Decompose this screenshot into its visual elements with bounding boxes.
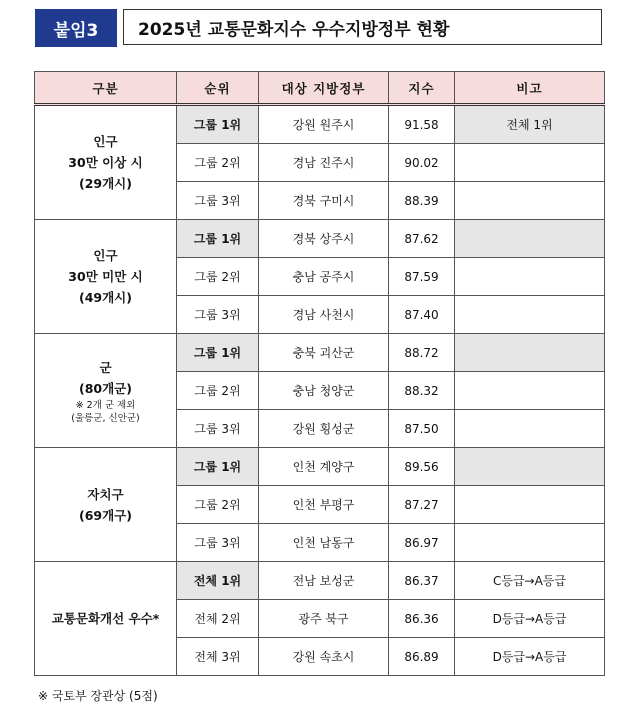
region-cell: 경북 구미시 bbox=[259, 182, 389, 220]
rank-cell: 그룹 1위 bbox=[177, 448, 259, 486]
score-cell: 87.50 bbox=[389, 410, 455, 448]
table-row bbox=[35, 562, 605, 600]
table-row bbox=[35, 220, 605, 258]
remark-cell bbox=[455, 220, 605, 258]
remark-cell bbox=[455, 258, 605, 296]
score-cell: 90.02 bbox=[389, 144, 455, 182]
rank-cell: 그룹 3위 bbox=[177, 524, 259, 562]
region-cell: 충남 청양군 bbox=[259, 372, 389, 410]
group-label-line: 30만 미만 시 bbox=[68, 269, 143, 284]
column-header-score: 지수 bbox=[389, 72, 455, 105]
remark-cell bbox=[455, 524, 605, 562]
group-label-line: (29개시) bbox=[79, 176, 132, 191]
group-label-line: 자치구 bbox=[87, 486, 124, 502]
column-header-remark: 비고 bbox=[455, 72, 605, 105]
score-cell: 87.62 bbox=[389, 220, 455, 258]
region-cell: 경북 상주시 bbox=[259, 220, 389, 258]
region-cell: 충남 공주시 bbox=[259, 258, 389, 296]
rank-cell: 그룹 2위 bbox=[177, 144, 259, 182]
table-header-row bbox=[35, 72, 605, 105]
score-cell: 86.97 bbox=[389, 524, 455, 562]
region-cell: 강원 원주시 bbox=[259, 105, 389, 144]
column-header-rank: 순위 bbox=[177, 72, 259, 105]
rank-cell: 그룹 3위 bbox=[177, 410, 259, 448]
table-body bbox=[35, 105, 605, 676]
attachment-tag: 붙임3 bbox=[35, 9, 117, 47]
rank-cell: 그룹 2위 bbox=[177, 486, 259, 524]
region-cell: 인천 계양구 bbox=[259, 448, 389, 486]
region-cell: 인천 부평구 bbox=[259, 486, 389, 524]
rank-cell: 그룹 2위 bbox=[177, 258, 259, 296]
group-label bbox=[35, 220, 177, 334]
remark-cell: D등급→A등급 bbox=[455, 600, 605, 638]
table-row bbox=[35, 448, 605, 486]
group-label-line: (49개시) bbox=[79, 290, 132, 305]
remark-cell bbox=[455, 144, 605, 182]
rank-cell: 그룹 2위 bbox=[177, 372, 259, 410]
region-cell: 강원 속초시 bbox=[259, 638, 389, 676]
score-cell: 87.27 bbox=[389, 486, 455, 524]
column-header-category: 구분 bbox=[35, 72, 177, 105]
remark-cell bbox=[455, 486, 605, 524]
document-header bbox=[35, 9, 602, 47]
region-cell: 인천 남동구 bbox=[259, 524, 389, 562]
score-cell: 88.39 bbox=[389, 182, 455, 220]
score-cell: 87.40 bbox=[389, 296, 455, 334]
group-label-line: (69개구) bbox=[79, 507, 132, 523]
rank-cell: 그룹 1위 bbox=[177, 334, 259, 372]
score-cell: 86.36 bbox=[389, 600, 455, 638]
group-label bbox=[35, 448, 177, 562]
column-header-region: 대상 지방정부 bbox=[259, 72, 389, 105]
group-note-line: ※ 2개 군 제외 bbox=[75, 399, 136, 411]
score-cell: 86.89 bbox=[389, 638, 455, 676]
remark-cell bbox=[455, 372, 605, 410]
group-label bbox=[35, 334, 177, 448]
score-cell: 86.37 bbox=[389, 562, 455, 600]
group-label-line: 인구 bbox=[93, 248, 118, 263]
region-cell: 광주 북구 bbox=[259, 600, 389, 638]
rank-cell: 전체 2위 bbox=[177, 600, 259, 638]
rank-cell: 그룹 3위 bbox=[177, 182, 259, 220]
group-label-line: 인구 bbox=[93, 134, 118, 149]
group-label-line: 군 bbox=[99, 359, 112, 375]
group-label-line: (80개군) bbox=[79, 380, 132, 396]
rank-cell: 전체 3위 bbox=[177, 638, 259, 676]
score-cell: 91.58 bbox=[389, 105, 455, 144]
score-cell: 88.32 bbox=[389, 372, 455, 410]
remark-cell: C등급→A등급 bbox=[455, 562, 605, 600]
region-cell: 전남 보성군 bbox=[259, 562, 389, 600]
rank-cell: 그룹 1위 bbox=[177, 105, 259, 144]
remark-cell bbox=[455, 296, 605, 334]
results-table bbox=[34, 71, 605, 676]
score-cell: 88.72 bbox=[389, 334, 455, 372]
remark-cell bbox=[455, 410, 605, 448]
group-label-line: 교통문화개선 우수* bbox=[51, 611, 160, 626]
region-cell: 충북 괴산군 bbox=[259, 334, 389, 372]
score-cell: 87.59 bbox=[389, 258, 455, 296]
group-note-line: (울릉군, 신안군) bbox=[71, 412, 140, 424]
remark-cell bbox=[455, 182, 605, 220]
region-cell: 경남 사천시 bbox=[259, 296, 389, 334]
rank-cell: 그룹 3위 bbox=[177, 296, 259, 334]
remark-cell bbox=[455, 334, 605, 372]
table-row bbox=[35, 334, 605, 372]
page-title: 2025년 교통문화지수 우수지방정부 현황 bbox=[123, 9, 602, 45]
region-cell: 경남 진주시 bbox=[259, 144, 389, 182]
group-label bbox=[35, 105, 177, 220]
remark-cell: D등급→A등급 bbox=[455, 638, 605, 676]
region-cell: 강원 횡성군 bbox=[259, 410, 389, 448]
group-label bbox=[35, 562, 177, 676]
remark-cell bbox=[455, 448, 605, 486]
rank-cell: 전체 1위 bbox=[177, 562, 259, 600]
remark-cell: 전체 1위 bbox=[455, 105, 605, 144]
table-row bbox=[35, 105, 605, 144]
score-cell: 89.56 bbox=[389, 448, 455, 486]
rank-cell: 그룹 1위 bbox=[177, 220, 259, 258]
group-label-line: 30만 이상 시 bbox=[68, 155, 143, 170]
footnote: ※ 국토부 장관상 (5점) bbox=[38, 689, 158, 703]
